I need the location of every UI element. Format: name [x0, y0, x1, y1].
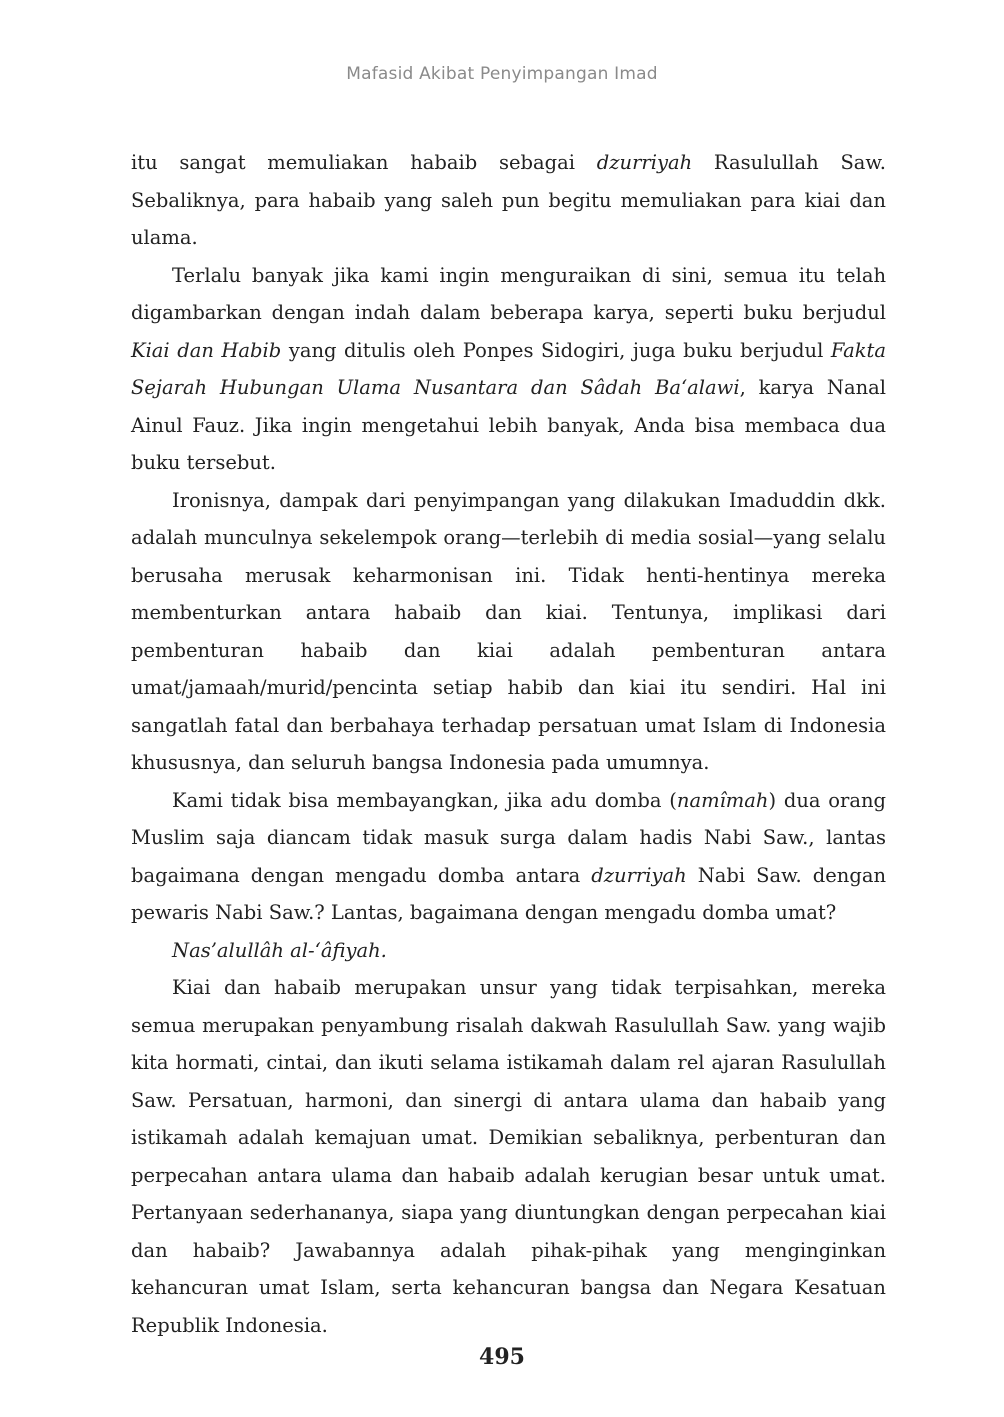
text-segment: Nabi Saw. dengan pewaris Nabi Saw.? Lantas, bagaimana dengan mengadu domba umat? [131, 863, 886, 924]
text-segment: Ironisnya, dampak dari penyimpangan yang dilakukan Imaduddin dkk. adalah munculnya sekelempok orang—terlebih di media sosial—yang selalu berusaha merusak keharmonisan ini. Tidak henti-hentinya mereka membenturkan antara habaib dan kiai. Tentunya, implikasi dari pembenturan habaib dan kiai adalah pembenturan antara umat/jamaah/murid/pencinta setiap habib dan kiai itu sendiri. Hal ini sangatlah fatal dan berbahaya terhadap persatuan umat Islam di Indonesia khususnya, dan seluruh bangsa Indonesia pada umumnya. [131, 488, 886, 774]
book-title-fakta-sejarah: Fakta Sejarah Hubungan Ulama Nusantara dan Sâdah Ba‘alawi [131, 338, 886, 399]
text-segment: yang ditulis oleh Ponpes Sidogiri, juga buku berjudul [281, 338, 831, 362]
italic-prayer: Nas’alullâh al-‘âfiyah. [172, 938, 387, 962]
text-segment: itu sangat memuliakan habaib sebagai [131, 151, 597, 174]
italic-term-dzurriyah: dzurriyah [596, 151, 693, 174]
text-segment: , karya Nanal Ainul Fauz. Jika ingin mengetahui lebih banyak, Anda bisa membaca dua buku tersebut. [131, 376, 886, 474]
paragraph-2 [131, 257, 886, 482]
page-number: 495 [479, 1344, 525, 1370]
text-segment: Kiai dan habaib merupakan unsur yang tidak terpisahkan, mereka semua merupakan penyambung risalah dakwah Rasulullah Saw. yang wajib kita hormati, cintai, dan ikuti selama istikamah dalam rel ajaran Rasulullah Saw. Persatuan, harmoni, dan sinergi di antara ulama dan habaib yang istikamah adalah kemajuan umat. Demikian sebaliknya, perbenturan dan perpecahan antara ulama dan habaib adalah kerugian besar untuk umat. Pertanyaan sederhananya, siapa yang diuntungkan dengan perpecahan kiai dan habaib? Jawabannya adalah pihak-pihak yang menginginkan kehancuran umat Islam, serta kehancuran bangsa dan Negara Kesatuan Republik Indonesia. [131, 976, 886, 1337]
text-segment: Terlalu banyak jika kami ingin menguraikan di sini, semua itu telah digambarkan dengan indah dalam beberapa karya, seperti buku berjudul [131, 263, 886, 324]
paragraph-4 [131, 782, 886, 932]
text-segment: ) dua orang Muslim saja diancam tidak masuk surga dalam hadis Nabi Saw., lantas bagaimana dengan mengadu domba antara [131, 788, 886, 887]
running-header: Mafasid Akibat Penyimpangan Imad [346, 64, 658, 84]
paragraph-5 [131, 932, 886, 970]
text-segment: Kami tidak bisa membayangkan, jika adu domba ( [172, 788, 677, 812]
italic-term-namimah: namîmah [676, 788, 769, 812]
book-title-kiai-dan-habib: Kiai dan Habib [131, 338, 282, 362]
italic-term-dzurriyah: dzurriyah [591, 863, 687, 887]
paragraph-6 [131, 969, 886, 1344]
body-text [131, 144, 886, 1344]
paragraph-3 [131, 482, 886, 782]
paragraph-1 [131, 144, 886, 257]
text-segment: Rasulullah Saw. Sebaliknya, para habaib yang saleh pun begitu memuliakan para kiai dan ulama. [131, 151, 887, 249]
